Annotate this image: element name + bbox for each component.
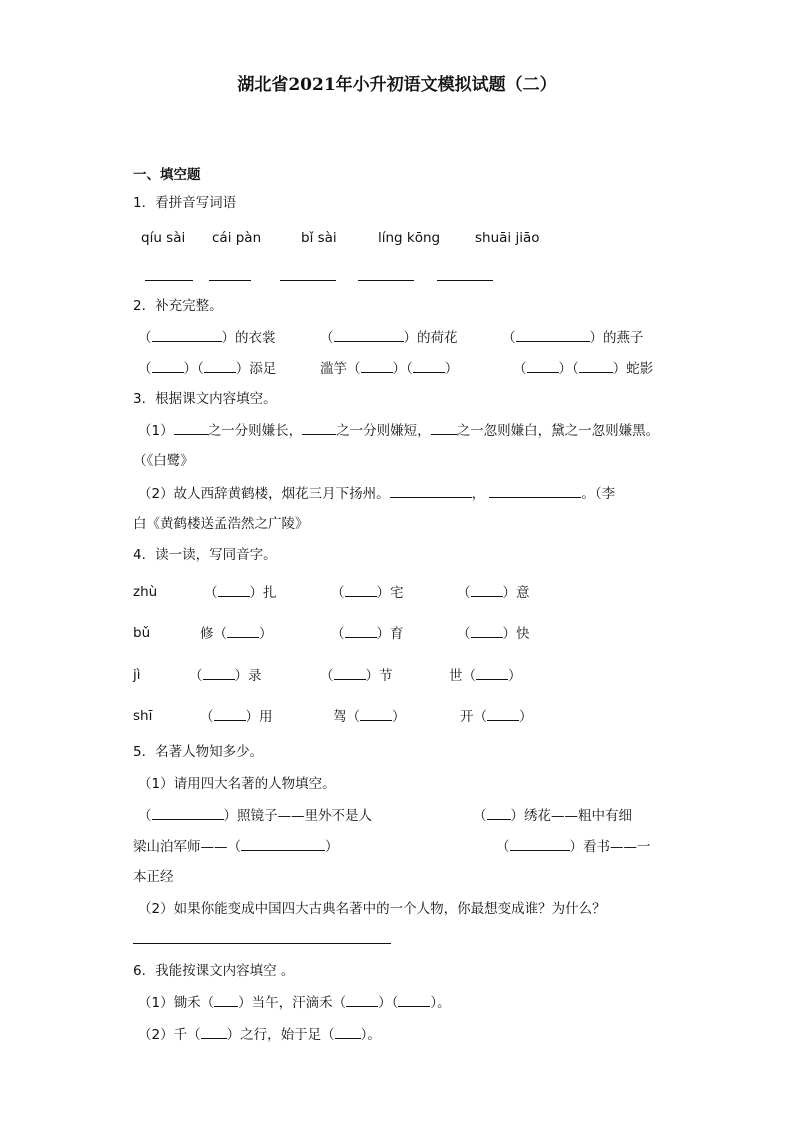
answer-blank[interactable] bbox=[413, 359, 445, 373]
fill-text: 快 bbox=[516, 626, 530, 642]
fill-row: （ ）照镜子——里外不是人 bbox=[138, 808, 372, 824]
question-3-label: 3．根据课文内容填空。 bbox=[133, 391, 277, 407]
fill-text: （2）故人西辞黄鹤楼，烟花三月下扬州。 bbox=[138, 486, 390, 502]
sub-question: （2）如果你能变成中国四大古典名著中的一个人物，你最想变成谁？为什么？ bbox=[138, 901, 606, 917]
fill-text: 录 bbox=[248, 668, 262, 684]
pinyin: shī bbox=[133, 708, 153, 724]
fill-row: （ ）录 bbox=[189, 668, 262, 684]
answer-blank[interactable] bbox=[227, 624, 259, 638]
fill-text: 蛇影 bbox=[626, 361, 654, 377]
page-title: 湖北省2021年小升初语文模拟试题（二） bbox=[237, 75, 557, 95]
fill-row bbox=[138, 421, 659, 440]
fill-text: 照镜子——里外不是人 bbox=[237, 808, 372, 824]
answer-blank[interactable] bbox=[487, 707, 519, 721]
pinyin-4: líng kōng bbox=[378, 230, 441, 246]
section-heading: 一、填空题 bbox=[133, 167, 201, 183]
source-text: 白《黄鹤楼送孟浩然之广陵》 bbox=[133, 516, 309, 532]
pinyin: bǔ bbox=[133, 625, 151, 641]
answer-blank[interactable] bbox=[358, 280, 414, 281]
answer-blank[interactable] bbox=[201, 1025, 227, 1039]
answer-blank[interactable] bbox=[241, 837, 325, 851]
sub-question: （1）请用四大名著的人物填空。 bbox=[138, 776, 336, 792]
answer-blank[interactable] bbox=[471, 624, 503, 638]
fill-text: 。（李 bbox=[581, 486, 616, 502]
answer-blank[interactable] bbox=[390, 484, 472, 498]
fill-text: ）（ bbox=[378, 995, 399, 1011]
fill-text: 节 bbox=[379, 668, 393, 684]
pinyin-1: qíu sài bbox=[141, 230, 186, 246]
fill-row: （ ）（ ）添足 bbox=[138, 361, 277, 377]
answer-blank[interactable] bbox=[487, 806, 511, 820]
fill-text: 宅 bbox=[390, 585, 404, 601]
answer-blank[interactable] bbox=[145, 280, 193, 281]
answer-blank[interactable] bbox=[152, 806, 224, 820]
fill-text: 梁山泊军师—— bbox=[133, 839, 228, 855]
fill-row: （ ）意 bbox=[457, 585, 530, 601]
fill-row: （ ）的衣裳 bbox=[138, 330, 276, 346]
answer-blank[interactable] bbox=[398, 993, 430, 1007]
fill-row: （ ）宅 bbox=[331, 585, 404, 601]
fill-text: 的燕子 bbox=[603, 330, 644, 346]
fill-text: 之一分则嫌短， bbox=[336, 423, 431, 439]
pinyin-3: bǐ sài bbox=[301, 230, 337, 246]
answer-blank[interactable] bbox=[334, 328, 404, 342]
fill-text: 之一忽则嫌白，黛之一忽则嫌黑。 bbox=[456, 423, 660, 439]
fill-row: 驾（ ） bbox=[333, 709, 406, 725]
question-4-label: 4．读一读，写同音字。 bbox=[133, 547, 277, 563]
fill-text: 修 bbox=[200, 626, 214, 642]
fill-text: 添足 bbox=[249, 361, 277, 377]
answer-blank[interactable] bbox=[345, 583, 377, 597]
fill-row: （ ）（ ）蛇影 bbox=[513, 361, 654, 377]
fill-row: （ ）绣花——粗中有细 bbox=[473, 808, 632, 824]
answer-line[interactable] bbox=[133, 943, 391, 944]
fill-text: 世 bbox=[449, 668, 463, 684]
fill-row: 世（ ） bbox=[449, 668, 522, 684]
fill-text: 开 bbox=[460, 709, 474, 725]
fill-text: （1）锄禾（ bbox=[138, 995, 215, 1011]
answer-blank[interactable] bbox=[345, 624, 377, 638]
answer-blank[interactable] bbox=[335, 1025, 361, 1039]
fill-row: 修（ ） bbox=[200, 626, 273, 642]
fill-text: 的衣裳 bbox=[235, 330, 276, 346]
answer-blank[interactable] bbox=[214, 993, 238, 1007]
fill-text: （2）千（ bbox=[138, 1027, 201, 1043]
fill-row: 滥竽（ ）（ ） bbox=[320, 361, 459, 377]
answer-blank[interactable] bbox=[152, 359, 184, 373]
fill-text: 之一分则嫌长， bbox=[207, 423, 303, 439]
answer-blank[interactable] bbox=[579, 359, 613, 373]
pinyin: zhù bbox=[133, 584, 158, 600]
answer-blank[interactable] bbox=[302, 421, 336, 435]
answer-blank[interactable] bbox=[431, 421, 457, 435]
fill-row bbox=[138, 993, 451, 1012]
question-6-label: 6．我能按课文内容填空 。 bbox=[133, 963, 295, 979]
fill-text: 本正经 bbox=[133, 869, 174, 885]
answer-blank[interactable] bbox=[471, 583, 503, 597]
fill-text: 育 bbox=[390, 626, 404, 642]
answer-blank[interactable] bbox=[346, 993, 378, 1007]
pinyin-2: cái pàn bbox=[212, 230, 262, 246]
answer-blank[interactable] bbox=[209, 280, 251, 281]
fill-text: 绣花——粗中有细 bbox=[524, 808, 632, 824]
fill-row: 开（ ） bbox=[460, 709, 533, 725]
pinyin-5: shuāi jiāo bbox=[475, 230, 540, 246]
answer-blank[interactable] bbox=[174, 421, 208, 435]
answer-blank[interactable] bbox=[527, 359, 559, 373]
fill-text: 的荷花 bbox=[417, 330, 458, 346]
fill-text: 扎 bbox=[263, 585, 277, 601]
answer-blank[interactable] bbox=[360, 707, 392, 721]
answer-blank[interactable] bbox=[361, 359, 393, 373]
fill-row: 梁山泊军师——（ ） bbox=[133, 839, 339, 855]
fill-text: 意 bbox=[516, 585, 530, 601]
answer-blank[interactable] bbox=[437, 280, 493, 281]
question-5-label: 5．名著人物知多少。 bbox=[133, 744, 264, 760]
pinyin: jì bbox=[133, 667, 141, 683]
answer-blank[interactable] bbox=[218, 583, 250, 597]
fill-row: （ ）的燕子 bbox=[502, 330, 644, 346]
fill-row: （ ）节 bbox=[320, 668, 393, 684]
fill-row bbox=[138, 484, 615, 503]
fill-row: （ ）扎 bbox=[204, 585, 277, 601]
fill-text: 滥竽 bbox=[320, 361, 347, 377]
answer-blank[interactable] bbox=[334, 666, 366, 680]
fill-row: （ ）快 bbox=[457, 626, 530, 642]
answer-blank[interactable] bbox=[204, 359, 236, 373]
fill-text: ）之行，始于足（ bbox=[226, 1027, 335, 1043]
fill-row bbox=[138, 1025, 381, 1044]
question-1-label: 1．看拼音写词语 bbox=[133, 195, 237, 211]
fill-row: （ ）看书——一 bbox=[496, 839, 651, 855]
source-text: （《白鹭》 bbox=[133, 453, 194, 469]
answer-blank[interactable] bbox=[214, 707, 246, 721]
fill-row: （ ）育 bbox=[331, 626, 404, 642]
answer-blank[interactable] bbox=[516, 328, 590, 342]
fill-row: （ ）用 bbox=[200, 709, 273, 725]
answer-blank[interactable] bbox=[203, 666, 235, 680]
fill-text: 驾 bbox=[333, 709, 347, 725]
fill-row: （ ）的荷花 bbox=[320, 330, 458, 346]
fill-text: ）。 bbox=[430, 995, 451, 1011]
answer-blank[interactable] bbox=[152, 328, 222, 342]
item-number: （1） bbox=[138, 423, 174, 439]
fill-text: ）。 bbox=[360, 1027, 381, 1043]
question-2-label: 2．补充完整。 bbox=[133, 298, 223, 314]
answer-blank[interactable] bbox=[489, 484, 581, 498]
fill-text: 看书——一 bbox=[583, 839, 651, 855]
answer-blank[interactable] bbox=[510, 837, 570, 851]
answer-blank[interactable] bbox=[476, 666, 508, 680]
fill-text: 用 bbox=[259, 709, 273, 725]
answer-blank[interactable] bbox=[280, 280, 336, 281]
fill-text: ， bbox=[471, 486, 486, 502]
fill-text: ）当午，汗滴禾（ bbox=[238, 995, 347, 1011]
